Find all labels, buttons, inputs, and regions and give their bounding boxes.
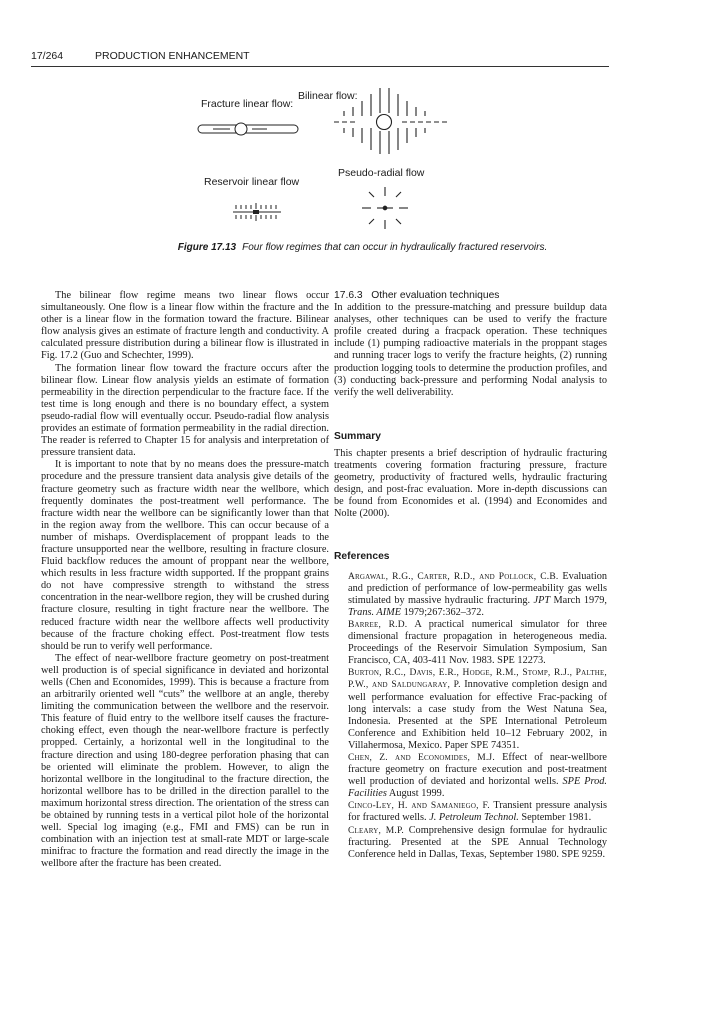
paragraph: It is important to note that by no means does the pressure-match procedure and the pressure transient data analysis give details of the fracture geometry such as fracture width near the wellbore, which frequently dominates the post-treatment well performance. The fracture width near the wellbore can be significantly lower than that in the region away from the wellbore. This can occur because of a number of mishaps. Overdisplacement of proppant leads to the fracture unsupported near the wellbore, resulting in fracture closure. Fluid backflow reduces the amount of proppant near the wellbore, which results in less fracture width supported. If the proppant grains do not have compressive strength to withstand the stress concentration in the near-wellbore region, they will be crushed during fracture closure, resulting in tight fracture near the wellbore. The reduced fracture width near the wellbore affects well productivity because of the fracture choking effect. Post-treatment flow tests should be run to verify well performance. (41, 459, 330, 652)
reference-item: Chen, Z. and Economides, M.J. Effect of near-wellbore fracture geometry on fracture execution and post-treatment well production of deviated and horizontal wells. SPE Prod. Facilities August 1999. (348, 752, 607, 800)
pseudo-radial-flow-diagram (360, 185, 410, 231)
paragraph: The formation linear flow toward the fracture occurs after the bilinear flow. Linear flow analysis yields an estimate of formation permeability in the direction perpendicular to the fracture face. If the test time is long enough and there is no boundary effect, a system pseudo-radial flow will eventually occur. Pseudo-radial flow analysis provides an estimate of formation permeability in the radial direction. The reader is referred to Chapter 15 for analysis and interpretation of pressure transient data. (41, 362, 329, 459)
bilinear-flow-diagram (326, 86, 456, 156)
section-paragraph: In addition to the pressure-matching and pressure buildup data analyses, other techniques can be used to verify the fracture profile created during a fracpack operation. These techniques include (1) pumping radioactive materials in the proppant stages and running tracer logs to verify the fracture heights, (2) running production logging tools to determine the production profiles, and (3) conducting back-pressure and performing Nodal analysis to verify the well deliverability. (334, 302, 607, 398)
fracture-linear-flow-label: Fracture linear flow: (201, 98, 294, 110)
reservoir-linear-flow-diagram (231, 202, 283, 222)
running-title: PRODUCTION ENHANCEMENT (95, 50, 250, 62)
reference-item: Burton, R.C., Davis, E.R., Hodge, R.M., Stomp, R.J., Palthe, P.W., and Saldungaray, P. Innovative completion design and well performance evaluation for effective Frac-packing of long intervals: a case study from the West Natuna Sea, Indonesia. Presented at the SPE International Petroleum Conference and Exhibition held 10–12 February 2002, in Villahermosa, Mexico. Paper SPE 74351. (348, 668, 608, 751)
references-heading: References (334, 550, 390, 562)
summary-heading: Summary (334, 430, 381, 442)
summary-paragraph: This chapter presents a brief description of hydraulic fracturing treatments covering formation fracturing pressure, fracture geometry, productivity of fractured wells, hydraulic fracturing design, and post-frac evaluation. More in-depth discussions can be found from Economides et al. (1994) and Economides and Nolte (2000). (334, 447, 607, 520)
page-number: 17/264 (31, 50, 64, 62)
fracture-linear-flow-diagram (197, 122, 301, 136)
reservoir-linear-flow-label: Reservoir linear flow (204, 176, 300, 188)
paragraph: The effect of near-wellbore fracture geometry on post-treatment well production is of special significance in deviated and horizontal wells (Chen and Economides, 1999). This is because a fracture from an arbitrarily oriented well “cuts” the wellbore at an angle, thereby limiting the communication between the wellbore and the reservoir. This feature of fluid entry to the wellbore itself causes the fracture-choking effect, even though the near-wellbore fracture is perfectly propped. Certainly, a horizontal well in the longitudinal to the fracture direction and using 180-degree perforation phasing that can be oriented will eliminate the problem. However, to align the horizontal wellbore in the longitudinal to the fracture direction, the horizontal wellbore has to be drilled in the direction parallel to the maximum horizontal stress direction. The orientation of the stress can be obtained by running tests in a vertical pilot hole of the horizontal well. Special log imaging (e.g., FMI and FMS) can be run in combination with an injection test at small-rate MDT or large-scale minifrac to fracture the formation and read directly the image in the wellbore after the fracture has been created. (41, 652, 329, 870)
pseudo-radial-flow-label: Pseudo-radial flow (338, 167, 425, 179)
left-column (41, 290, 329, 871)
figure-number: Figure 17.13 (177, 242, 237, 253)
paragraph: The bilinear flow regime means two linear flows occur simultaneously. One flow is a linear flow within the fracture and the other is a linear flow in the formation toward the fracture. Bilinear flow analysis gives an estimate of fracture length and conductivity. A calculated pressure distribution during a bilinear flow is illustrated in Fig. 17.2 (Guo and Schechter, 1999). (41, 290, 329, 362)
reference-item: Cinco-Ley, H. and Samaniego, F. Transient pressure analysis for fractured wells. J. Petroleum Technol. September 1981. (348, 800, 608, 824)
running-header (31, 48, 609, 67)
figure-caption (0, 242, 725, 253)
flow-regimes-figure (190, 84, 480, 234)
right-column (334, 290, 607, 861)
reference-item: Barree, R.D. A practical numerical simulator for three dimensional fracture propagation in heterogeneous media. Proceedings of the Reservoir Simulation Symposium, San Francisco, CA, 403-411 Nov. 1983. SPE 12273. (348, 618, 608, 667)
section-title: Other evaluation techniques (371, 290, 500, 301)
bilinear-flow-label: Bilinear flow: (298, 90, 358, 102)
reference-item: Cleary, M.P. Comprehensive design formulae for hydraulic fracturing. Presented at the SPE Annual Technology Conference held in Dallas, Texas, September 1980. SPE 9259. (348, 824, 608, 860)
reference-item: Argawal, R.G., Carter, R.D., and Pollock, C.B. Evaluation and prediction of performance of low-permeability gas wells stimulated by massive hydraulic fracturing. JPT March 1979, Trans. AIME 1979;267:362–372. (348, 570, 607, 618)
section-number: 17.6.3 (334, 290, 363, 301)
section-heading (334, 290, 607, 302)
figure-caption-text: Four flow regimes that can occur in hydraulically fractured reservoirs. (242, 242, 548, 253)
